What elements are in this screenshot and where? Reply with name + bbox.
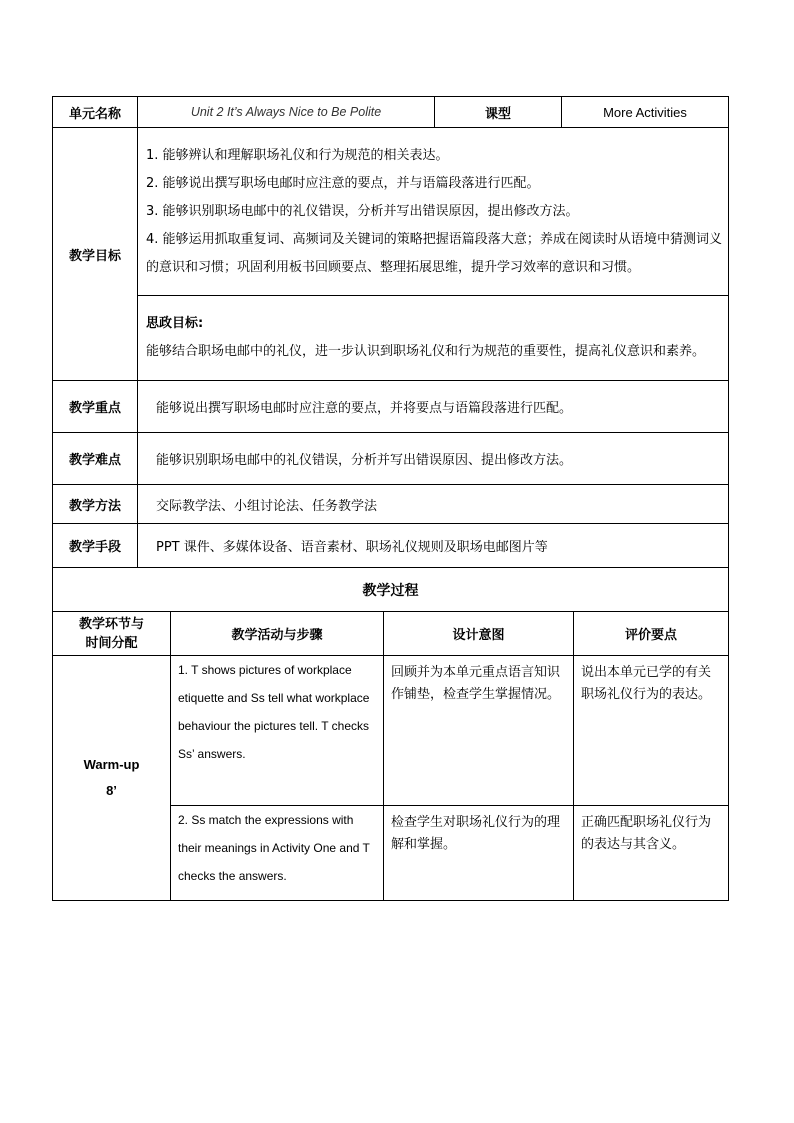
- key-points-label: 教学重点: [53, 381, 138, 433]
- unit-name-label: 单元名称: [53, 97, 138, 128]
- objectives-label: 教学目标: [53, 128, 138, 381]
- unit-name-value: Unit 2 It’s Always Nice to Be Polite: [138, 97, 435, 128]
- ideology-text: 能够结合职场电邮中的礼仪，进一步认识到职场礼仪和行为规范的重要性，提高礼仪意识和素养。: [146, 344, 706, 359]
- methods-text: 交际教学法、小组讨论法、任务教学法: [138, 485, 729, 524]
- teaching-process-table: [52, 611, 729, 901]
- table-row: [53, 656, 729, 806]
- difficulties-row: [53, 433, 729, 485]
- col-stage-header-line2: 时间分配: [85, 635, 138, 651]
- stage-time: 8’: [106, 783, 117, 798]
- activity-cell: 2. Ss match the expressions with their meanings in Activity One and T checks the answers.: [171, 806, 384, 901]
- means-label: 教学手段: [53, 524, 138, 568]
- ideology-row: [53, 296, 729, 381]
- col-stage-header-line1: 教学环节与: [78, 616, 144, 632]
- intent-cell: 检查学生对职场礼仪行为的理解和掌握。: [384, 806, 574, 901]
- lesson-type-label: 课型: [435, 97, 562, 128]
- intent-cell: 回顾并为本单元重点语言知识作铺垫，检查学生掌握情况。: [384, 656, 574, 806]
- objective-item: 3. 能够识别职场电邮中的礼仪错误，分析并写出错误原因，提出修改方法。: [146, 203, 579, 219]
- process-header-row: [53, 612, 729, 656]
- col-activity-header: 教学活动与步骤: [171, 612, 384, 656]
- lesson-type-value: More Activities: [562, 97, 729, 128]
- ideology-title: 思政目标:: [146, 316, 204, 331]
- methods-row: [53, 485, 729, 524]
- process-title: 教学过程: [53, 568, 729, 612]
- objectives-row: [53, 128, 729, 296]
- means-row: [53, 524, 729, 568]
- evaluation-cell: 说出本单元已学的有关职场礼仪行为的表达。: [574, 656, 729, 806]
- objective-item: 2. 能够说出撰写职场电邮时应注意的要点，并与语篇段落进行匹配。: [146, 175, 540, 191]
- evaluation-cell: 正确匹配职场礼仪行为的表达与其含义。: [574, 806, 729, 901]
- stage-cell: [53, 656, 171, 901]
- methods-label: 教学方法: [53, 485, 138, 524]
- lesson-info-table: [52, 96, 729, 612]
- means-text: PPT 课件、多媒体设备、语音素材、职场礼仪规则及职场电邮图片等: [138, 524, 729, 568]
- activity-cell: 1. T shows pictures of workplace etiquette and Ss tell what workplace behaviour the pictures tell. T checks Ss’ answers.: [171, 656, 384, 806]
- stage-name: Warm-up: [83, 757, 140, 772]
- col-stage-header: [53, 612, 171, 656]
- difficulties-text: 能够识别职场电邮中的礼仪错误，分析并写出错误原因、提出修改方法。: [138, 433, 729, 485]
- col-evaluation-header: 评价要点: [574, 612, 729, 656]
- objectives-list: [138, 128, 729, 296]
- col-intent-header: 设计意图: [384, 612, 574, 656]
- ideology-objective: [138, 296, 729, 381]
- key-points-text: 能够说出撰写职场电邮时应注意的要点，并将要点与语篇段落进行匹配。: [138, 381, 729, 433]
- key-points-row: [53, 381, 729, 433]
- difficulties-label: 教学难点: [53, 433, 138, 485]
- objective-item: 4. 能够运用抓取重复词、高频词及关键词的策略把握语篇段落大意；养成在阅读时从语境中猜测词义的意识和习惯；巩固利用板书回顾要点、整理拓展思维，提升学习效率的意识和习惯。: [146, 231, 722, 275]
- process-title-row: [53, 568, 729, 612]
- objective-item: 1. 能够辨认和理解职场礼仪和行为规范的相关表达。: [146, 147, 449, 163]
- unit-row: [53, 97, 729, 128]
